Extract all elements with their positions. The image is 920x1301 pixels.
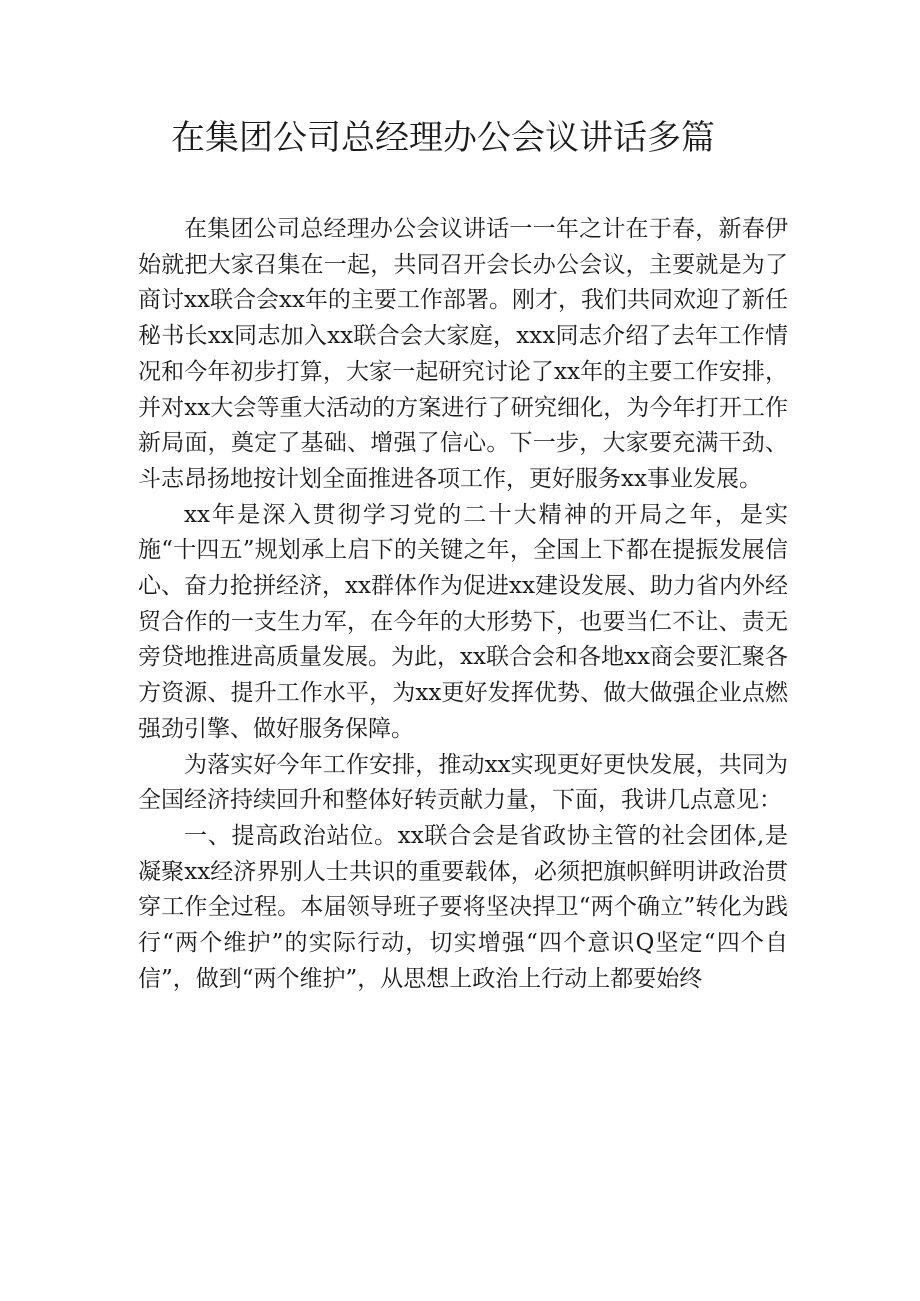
paragraph-2: xx年是深入贯彻学习党的二十大精神的开局之年，是实施“十四五”规划承上启下的关键之年，全国上下都在提振发展信心、奋力抢拼经济，xx群体作为促进xx建设发展、助力省内外经贸合作的一支生力军，在今年的大形势下，也要当仁不让、责无旁贷地推进高质量发展。为此，xx联合会和各地xx商会要汇聚各方资源、提升工作水平，为xx更好发挥优势、做大做强企业点燃强劲引擎、做好服务保障。 (138, 501, 788, 742)
paragraph-4: 一、提高政治站位。xx联合会是省政协主管的社会团体,是凝聚xx经济界别人士共识的重要载体，必须把旗帜鲜明讲政治贯穿工作全过程。本届领导班子要将坚决捍卫“两个确立”转化为践行“两个维护”的实际行动，切实增强“四个意识Q坚定“四个自信”，做到“两个维护”，从思想上政治上行动上都要始终 (138, 822, 788, 992)
document-body (138, 212, 788, 997)
paragraph-1: 在集团公司总经理办公会议讲话一一年之计在于春，新春伊始就把大家召集在一起，共同召开会长办公会议，主要就是为了商讨xx联合会xx年的主要工作部署。刚才，我们共同欢迎了新任秘书长xx同志加入xx联合会大家庭，xxx同志介绍了去年工作情况和今年初步打算，大家一起研究讨论了xx年的主要工作安排，并对xx大会等重大活动的方案进行了研究细化，为今年打开工作新局面，奠定了基础、增强了信心。下一步，大家要充满干劲、斗志昂扬地按计划全面推进各项工作，更好服务xx事业发展。 (138, 216, 788, 492)
paragraph-3: 为落实好今年工作安排，推动xx实现更好更快发展，共同为全国经济持续回升和整体好转贡献力量，下面，我讲几点意见： (138, 751, 788, 814)
document-title: 在集团公司总经理办公会议讲话多篇 (171, 118, 715, 158)
